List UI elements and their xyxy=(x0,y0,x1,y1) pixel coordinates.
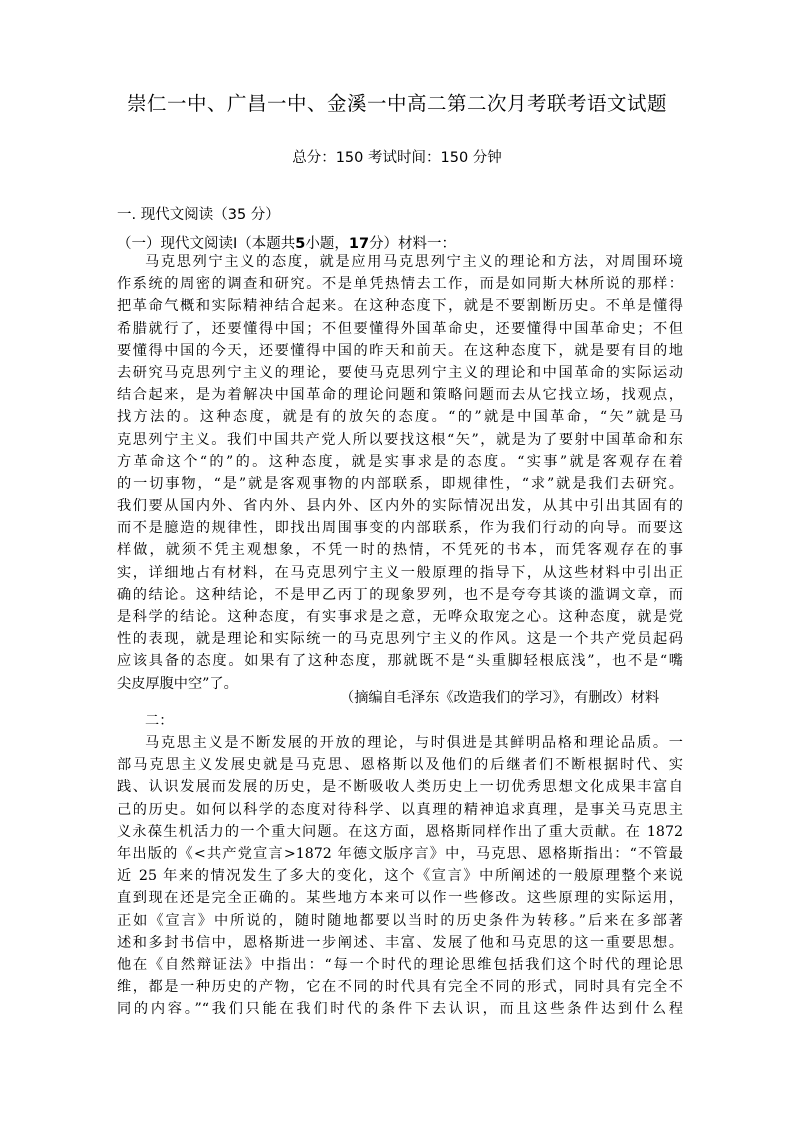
material-one-text xyxy=(117,251,683,695)
text-line: 找方法的。这种态度，就是有的放矢的态度。“的”就是中国革命，“矢”就是马 xyxy=(117,409,683,426)
text-line: 作系统的周密的调查和研究。不是单凭热情去工作，而是如同斯大林所说的那样： xyxy=(117,276,683,293)
text-line: 的一切事物，“是”就是客观事物的内部联系，即规律性，“求”就是我们去研究。 xyxy=(117,475,683,492)
text-line: 直到现在还是完全正确的。某些地方本来可以作一些修改。这些原理的实际运用， xyxy=(117,890,683,907)
text-line: 希腊就行了，还要懂得中国；不但要懂得外国革命史，还要懂得中国革命史；不但 xyxy=(117,320,683,337)
score-count: 17 xyxy=(348,236,370,252)
text-line: 方革命这个“的”的。这种态度，就是实事求是的态度。“实事”就是客观存在着 xyxy=(117,453,683,470)
text-line: 结合起来，是为着解决中国革命的理论问题和策略问题而去从它找立场，找观点， xyxy=(117,387,683,404)
text-line: 马克思主义是不断发展的开放的理论，与时俱进是其鲜明品格和理论品质。一 xyxy=(145,735,683,751)
text-line: 确的结论。这种结论，不是甲乙丙丁的现象罗列，也不是夸夸其谈的滥调文章，而 xyxy=(117,586,683,603)
text-line: 实，详细地占有材料，在马克思列宁主义一般原理的指导下，从这些材料中引出正 xyxy=(117,564,683,581)
text-line: 维，都是一种历史的产物，它在不同的时代具有完全不同的形式，同时具有完全不 xyxy=(117,979,683,996)
text-line: 应该具备的态度。如果有了这种态度，那就既不是“头重脚轻根底浅”，也不是“嘴 xyxy=(117,653,683,670)
text-line: 部马克思主义发展史就是马克思、恩格斯以及他们的后继者们不断根据时代、实 xyxy=(117,757,683,774)
text-line: 述和多封书信中，恩格斯进一步阐述、丰富、发展了他和马克思的这一重要思想。 xyxy=(117,934,683,951)
text-line: 近 25 年来的情况发生了多大的变化，这个《宣言》中所阐述的一般原理整个来说 xyxy=(117,868,683,885)
text-line: 样做，就须不凭主观想象，不凭一时的热情，不凭死的书本，而凭客观存在的事 xyxy=(117,542,683,559)
text-line: 践、认识发展而发展的历史，是不断吸收人类历史上一切优秀思想文化成果丰富自 xyxy=(117,779,683,796)
subsection-mid: 小题， xyxy=(305,236,349,252)
page-title: 崇仁一中、广昌一中、金溪一中高二第二次月考联考语文试题 xyxy=(126,92,667,115)
text-line: 而不是臆造的规律性，即找出周围事变的内部联系，作为我们行动的向导。而要这 xyxy=(117,520,683,537)
exam-info: 总分：150 考试时间：150 分钟 xyxy=(292,150,502,166)
material-two-text xyxy=(117,732,683,1020)
text-line: 要懂得中国的今天，还要懂得中国的昨天和前天。在这种态度下，就是要有目的地 xyxy=(117,342,683,359)
text-line: 义永葆生机活力的一个重大问题。在这方面，恩格斯同样作出了重大贡献。在 1872 xyxy=(117,823,683,840)
text-line: 尖皮厚腹中空”了。 xyxy=(117,675,238,692)
text-line: 正如《宣言》中所说的，随时随地都要以当时的历史条件为转移。”后来在多部著 xyxy=(117,912,683,929)
text-line: 克思列宁主义。我们中国共产党人所以要找这根“矢”，就是为了要射中国革命和东 xyxy=(117,431,683,448)
text-line: 把革命气概和实际精神结合起来。在这种态度下，就是不要割断历史。不单是懂得 xyxy=(117,298,683,315)
subsection-prefix: （一）现代文阅读Ⅰ（本题共 xyxy=(117,236,296,252)
text-line: 我们要从国内外、省内外、县内外、区内外的实际情况出发，从其中引出其固有的 xyxy=(117,498,683,515)
section-heading: 一. 现代文阅读（35 分） xyxy=(117,207,280,223)
subsection-suffix: 分）材料一： xyxy=(369,236,457,252)
text-line: 马克思列宁主义的态度，就是应用马克思列宁主义的理论和方法，对周围环境 xyxy=(145,254,683,270)
text-line: 他在《自然辩证法》中指出：“每一个时代的理论思维包括我们这个时代的理论思 xyxy=(117,956,683,973)
material-two-label: 二： xyxy=(145,713,174,729)
text-line: 是科学的结论。这种态度，有实事求是之意，无哗众取宠之心。这种态度，就是党 xyxy=(117,609,683,625)
question-count: 5 xyxy=(295,236,306,252)
subsection-heading xyxy=(117,232,717,253)
text-line: 同的内容。”“我们只能在我们时代的条件下去认识，而且这些条件达到什么程 xyxy=(117,1001,683,1018)
source-citation: （摘编自毛泽东《改造我们的学习》，有删改）材料 xyxy=(340,690,660,706)
text-line: 性的表现，就是理论和实际统一的马克思列宁主义的作风。这是一个共产党员起码 xyxy=(117,631,683,648)
text-line: 去研究马克思列宁主义的理论，要使马克思列宁主义的理论和中国革命的实际运动 xyxy=(117,364,683,381)
text-line: 年出版的《<共产党宣言>1872 年德文版序言》中，马克思、恩格斯指出：“不管最 xyxy=(117,845,683,862)
text-line: 己的历史。如何以科学的态度对待科学、以真理的精神追求真理，是事关马克思主 xyxy=(117,801,683,818)
